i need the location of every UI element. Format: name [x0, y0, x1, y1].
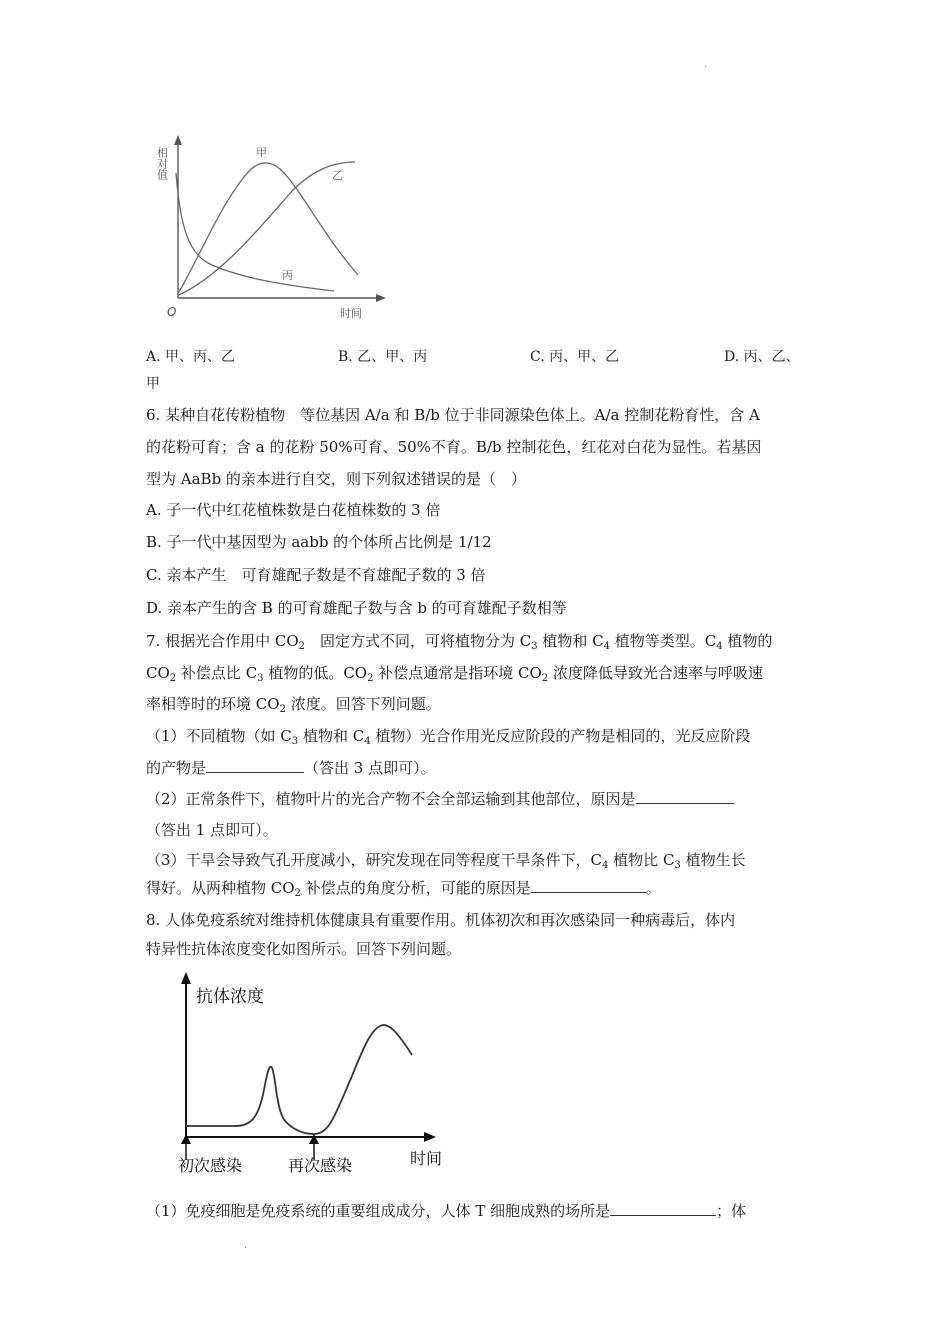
q6-option-d: D. 亲本产生的含 B 的可育雄配子数与含 b 的可育雄配子数相等 — [146, 599, 567, 617]
q7-part1-line-2: 的产物是 （答出 3 点即可）。 — [146, 759, 436, 777]
chart2-first-infection-label: 初次感染 — [178, 1156, 243, 1175]
chart1-y-arrow — [174, 135, 182, 145]
q5-option-a: A. 甲、丙、乙 — [146, 349, 236, 365]
q5-option-d-cont: 甲 — [146, 376, 160, 392]
q7-part3-line-1: （3）干旱会导致气孔开度减小，研究发现在同等程度干旱条件下，$C_4$ 植物比 $C_3$ 植物生长 — [146, 851, 746, 871]
chart2-second-infection-label: 再次感染 — [288, 1156, 353, 1175]
page-mark: · — [704, 62, 708, 73]
chart2-first-infection-arrowhead — [181, 1134, 191, 1144]
q7-line-3: 率相等时的环境 $CO_2$ 浓度。回答下列问题。 — [146, 695, 441, 715]
q6-line-2: 的花粉可育；含 a 的花粉 50%可育、50%不育。B/b 控制花色，红花对白花为显性。若基因 — [146, 438, 762, 456]
q7-part2-line-1: （2）正常条件下，植物叶片的光合产物不会全部运输到其他部位，原因是 — [146, 789, 734, 809]
q7-answer-blank-1[interactable] — [206, 758, 304, 773]
chart1-label-bing: 丙 — [282, 269, 293, 282]
chart1-label-yi: 乙 — [332, 169, 343, 182]
chart1-xlabel: 时间 — [340, 307, 362, 320]
chart2-second-infection-arrowhead — [309, 1134, 319, 1144]
q8-part1-line-1: （1）免疫细胞是免疫系统的重要组成成分，人体 T 细胞成熟的场所是 ；体 — [146, 1202, 747, 1220]
chart2-xlabel: 时间 — [410, 1149, 443, 1168]
chart2-figure — [172, 972, 462, 1177]
page-mark-bottom: · — [244, 1243, 248, 1254]
chart1-figure — [152, 135, 392, 325]
q5-option-c: C. 丙、甲、乙 — [530, 349, 620, 365]
q6-option-a: A. 子一代中红花植株数是白花植株数的 3 倍 — [146, 501, 441, 519]
q5-option-d: D. 丙、乙、 — [724, 349, 800, 365]
chart1-series-yi — [179, 162, 355, 295]
q7-line-1: 7. 根据光合作用中 $CO_2$ 固定方式不同，可将植物分为 $C_3$ 植物和 $C_4$ 植物等类型。$C_4$ 植物的 — [146, 632, 773, 652]
chart2-ylabel: 抗体浓度 — [196, 987, 264, 1007]
q6-option-b: B. 子一代中基因型为 aabb 的个体所占比例是 1/12 — [146, 533, 492, 551]
chart1-series-jia — [179, 163, 358, 292]
chart2-series-antibody — [186, 1025, 412, 1134]
q6-line-3: 型为 AaBb 的亲本进行自交，则下列叙述错误的是（ ） — [146, 470, 526, 488]
chart1-x-arrow — [376, 294, 386, 302]
chart1-ylabel: 相对值 — [155, 147, 169, 180]
q8-line-2: 特异性抗体浓度变化如图所示。回答下列问题。 — [146, 940, 462, 958]
q8-answer-blank-1[interactable] — [610, 1201, 716, 1216]
chart1-origin: O — [167, 305, 177, 319]
q6-line-1: 6. 某种自花传粉植物 等位基因 A/a 和 B/b 位于非同源染色体上。A/a 控制花粉育性，含 A — [146, 406, 760, 424]
q6-option-c: C. 亲本产生 可育雄配子数是不育雄配子数的 3 倍 — [146, 566, 486, 584]
q7-part3-line-2: 得好。从两种植物 $CO_2$ 补偿点的角度分析，可能的原因是 。 — [146, 879, 661, 899]
chart1-label-jia: 甲 — [256, 146, 267, 159]
chart2-y-arrow — [181, 972, 191, 984]
q7-answer-blank-2[interactable] — [636, 789, 734, 804]
q7-line-2: $CO_2$ 补偿点比 $C_3$ 植物的低。$CO_2$ 补偿点通常是指环境 $CO_2$ 浓度降低导致光合速率与呼吸速 — [146, 664, 763, 684]
chart2-x-arrow — [424, 1132, 436, 1142]
q7-part2-line-2: （答出 1 点即可）。 — [146, 821, 278, 839]
q5-option-b: B. 乙、甲、丙 — [338, 349, 428, 365]
q8-line-1: 8. 人体免疫系统对维持机体健康具有重要作用。机体初次和再次感染同一种病毒后，体内 — [146, 911, 736, 929]
q7-answer-blank-3[interactable] — [531, 878, 646, 893]
q7-part1-line-1: （1）不同植物（如 $C_3$ 植物和 $C_4$ 植物）光合作用光反应阶段的产物是相同的，光反应阶段 — [146, 727, 751, 747]
